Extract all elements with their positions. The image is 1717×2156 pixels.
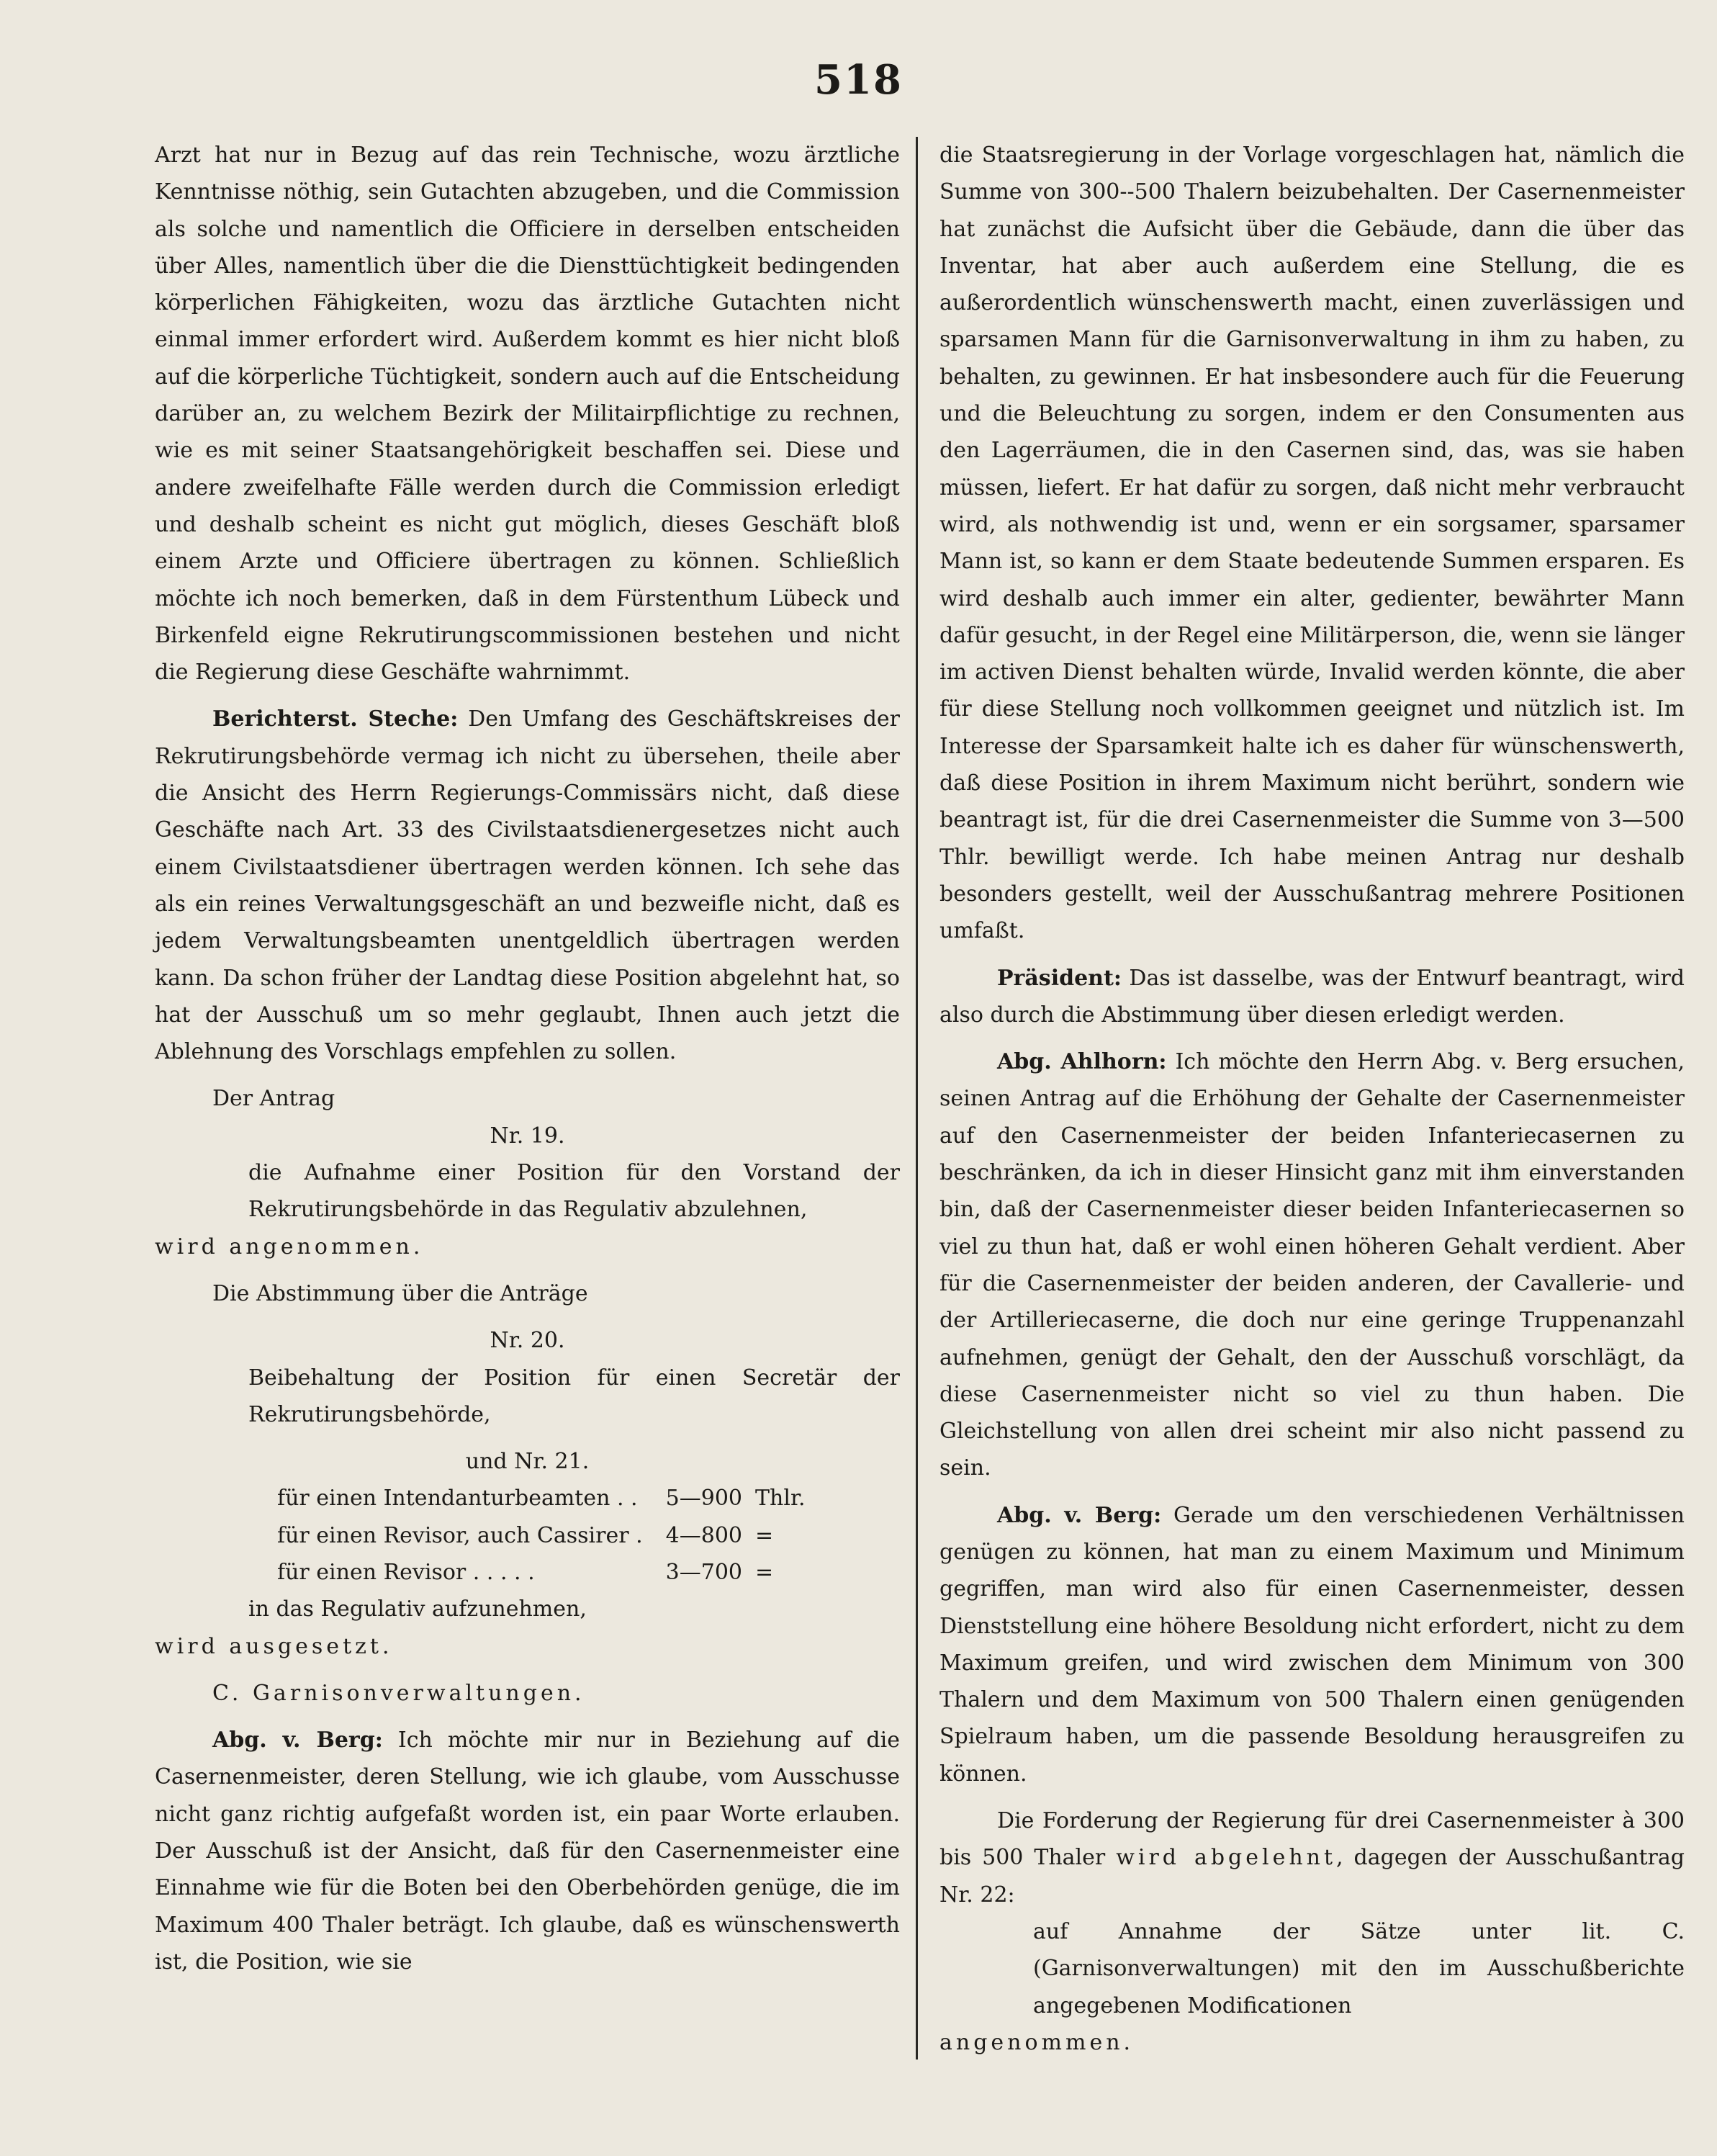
item-amount: 3—700: [665, 1559, 743, 1585]
motion-number: und Nr. 21.: [465, 1449, 590, 1475]
page-number: 518: [814, 56, 903, 104]
motion-text: Beibehaltung der Position für einen Secretär der Rekrutirungsbehörde,: [248, 1365, 900, 1427]
speaker-name: Abg. v. Berg:: [212, 1728, 383, 1753]
item-unit: =: [755, 1522, 774, 1548]
motion-text: in das Regulativ aufzunehmen,: [248, 1596, 587, 1622]
speech-text: Ich möchte mir nur in Beziehung auf die Casernenmeister, deren Stellung, wie ich glaube, vom Ausschusse nicht ganz richtig aufgefaßt worden ist, ein paar Worte erlauben. Der Ausschuß ist der Ansicht, daß für den Casernenmeister eine Einnahme wie für die Boten bei den Oberbehörden genüge, die im Maximum 400 Thaler beträgt. Ich glaube, daß es wünschenswerth ist, die Position, wie sie: [155, 1728, 900, 1975]
speech-text: Gerade um den verschiedenen Verhältnissen genügen zu können, hat man zu einem Maximum und Minimum gegriffen, man wird also für einen Casernenmeister, dessen Dienststellung eine höhere Besoldung nicht erfordert, nicht zu dem Maximum greifen, und wird zwischen dem Minimum von 300 Thalern und dem Maximum von 500 Thalern einen genügenden Spielraum haben, um die passende Besoldung herausgreifen zu können.: [939, 1502, 1685, 1787]
speaker-name: Abg. v. Berg:: [997, 1502, 1162, 1528]
speech-text: Den Umfang des Geschäftskreises der Rekrutirungsbehörde vermag ich nicht zu übersehen, theile aber die Ansicht des Herrn Regierungs-Commissärs nicht, daß diese Geschäfte nach Art. 33 des Civilstaatsdienergesetzes nicht auch einem Civilstaatsdiener übertragen werden können. Ich sehe das als ein reines Verwaltungsgeschäft an und bezweifle nicht, daß es jedem Verwaltungsbeamten unentgeldlich übertragen werden kann. Da schon früher der Landtag diese Position abgelehnt hat, so hat der Ausschuß um so mehr geglaubt, Ihnen auch jetzt die Ablehnung des Vorschlags empfehlen zu sollen.: [155, 706, 901, 1065]
item-label: für einen Intendanturbeamten . .: [277, 1486, 638, 1512]
table-row: [277, 1554, 811, 1591]
paragraph: Die Forderung der Regierung für drei Casernenmeister à 300 bis 500 Thaler wird abgelehnt, dagegen der Ausschußantrag Nr. 22:: [939, 1808, 1685, 1908]
paragraph: [155, 701, 900, 1070]
table-row: [277, 1480, 811, 1517]
paragraph: [939, 1043, 1685, 1487]
item-label: für einen Revisor . . . . .: [277, 1559, 535, 1585]
item-label: für einen Revisor, auch Cassirer .: [277, 1522, 643, 1548]
motion-text: auf Annahme der Sätze unter lit. C. (Garnisonverwaltungen) mit den im Ausschußberichte angegebenen Modificationen: [1033, 1918, 1685, 2018]
salary-table: [277, 1480, 811, 1591]
motion-number: Nr. 19.: [490, 1123, 565, 1149]
paragraph: Arzt hat nur in Bezug auf das rein Technische, wozu ärztliche Kenntnisse nöthig, sein Gutachten abzugeben, und die Commission als solche und namentlich die Officiere in derselben entscheiden über Alles, namentlich über die die Diensttüchtigkeit bedingenden körperlichen Fähigkeiten, wozu das ärztliche Gutachten nicht einmal immer erfordert wird. Außerdem kommt es hier nicht bloß auf die körperliche Tüchtigkeit, sondern auch auf die Entscheidung darüber an, zu welchem Bezirk der Militairpflichtige zu rechnen, wie es mit seiner Staatsangehörigkeit beschaffen sei. Diese und andere zweifelhafte Fälle werden durch die Commission erledigt und deshalb scheint es nicht gut möglich, dieses Geschäft bloß einem Arzte und Officiere übertragen zu können. Schließlich möchte ich noch bemerken, daß in dem Fürstenthum Lübeck und Birkenfeld eigne Rekrutirungscommissionen bestehen und nicht die Regierung diese Geschäfte wahrnimmt.: [155, 143, 900, 686]
result-text: wird ausgesetzt.: [155, 1633, 393, 1659]
paragraph: die Staatsregierung in der Vorlage vorgeschlagen hat, nämlich die Summe von 300--500 Thalern beizubehalten. Der Casernenmeister hat zunächst die Aufsicht über die Gebäude, dann die über das Inventar, hat aber auch außerdem eine Stellung, die es außerordentlich wünschenswerth macht, einen zuverlässigen und sparsamen Mann für die Garnisonverwaltung in ihm zu haben, zu behalten, zu gewinnen. Er hat insbesondere auch für die Feuerung und die Beleuchtung zu sorgen, indem er den Consumenten aus den Lagerräumen, die in den Casernen sind, das, was sie haben müssen, liefert. Er hat dafür zu sorgen, daß nicht mehr verbraucht wird, als nothwendig ist und, wenn er ein sorgsamer, sparsamer Mann ist, so kann er dem Staate bedeutende Summen ersparen. Es wird deshalb auch immer ein alter, gedienter, bewährter Mann dafür gesucht, in der Regel eine Militärperson, die, wenn sie länger im activen Dienst behalten würde, Invalid werden könnte, die aber für diese Stellung noch vollkommen geeignet und nützlich ist. Im Interesse der Sparsamkeit halte ich es daher für wünschenswerth, daß diese Position in ihrem Maximum nicht berührt, sondern wie beantragt ist, für die drei Casernenmeister die Summe von 3—500 Thlr. bewilligt werde. Ich habe meinen Antrag nur deshalb besonders gestellt, weil der Ausschußantrag mehrere Positionen umfaßt.: [939, 143, 1685, 944]
right-column: [939, 137, 1685, 2061]
speech-text: Ich möchte den Herrn Abg. v. Berg ersuchen, seinen Antrag auf die Erhöhung der Gehalte der Casernenmeister auf den Casernenmeister der beiden Infanteriecasernen zu beschränken, da ich in dieser Hinsicht ganz mit ihm einverstanden bin, daß der Casernenmeister dieser beiden Infanteriecasernen so viel zu thun hat, daß er wohl einen höheren Gehalt verdient. Aber für die Casernenmeister der beiden anderen, der Cavallerie- und der Artilleriecaserne, die doch nur eine geringe Truppenanzahl aufnehmen, genügt der Gehalt, den der Ausschuß vorschlägt, da diese Casernenmeister nicht so viel zu thun haben. Die Gleichstellung von allen drei scheint mir also nicht passend zu sein.: [939, 1049, 1685, 1481]
left-column: [155, 137, 900, 1980]
speaker-name: Abg. Ahlhorn:: [997, 1049, 1167, 1075]
paragraph: [939, 960, 1685, 1034]
item-amount: 4—800: [665, 1522, 743, 1548]
item-unit: Thlr.: [755, 1486, 806, 1512]
result-text: wird abgelehnt: [1116, 1845, 1337, 1871]
antrag-intro: Der Antrag: [212, 1086, 335, 1112]
item-unit: =: [755, 1559, 774, 1585]
item-amount: 5—900: [665, 1486, 743, 1512]
vote-intro: Die Abstimmung über die Anträge: [212, 1280, 588, 1306]
motion-number: Nr. 20.: [490, 1328, 565, 1354]
table-row: [277, 1517, 811, 1554]
speaker-name: Berichterst. Steche:: [212, 706, 459, 732]
result-text: angenommen.: [939, 2029, 1135, 2055]
section-heading: C. Garnisonverwaltungen.: [212, 1680, 585, 1706]
speech-text: Das ist dasselbe, was der Entwurf beantragt, wird also durch die Abstimmung über diesen erledigt werden.: [939, 965, 1685, 1028]
result-text: wird angenommen.: [155, 1234, 424, 1259]
motion-text: die Aufnahme einer Position für den Vorstand der Rekrutirungsbehörde in das Regulativ abzulehnen,: [248, 1160, 900, 1223]
paragraph: [939, 1497, 1685, 1792]
column-divider: [916, 137, 918, 2060]
speaker-name: Präsident:: [997, 965, 1122, 991]
paragraph: [155, 1722, 900, 1980]
